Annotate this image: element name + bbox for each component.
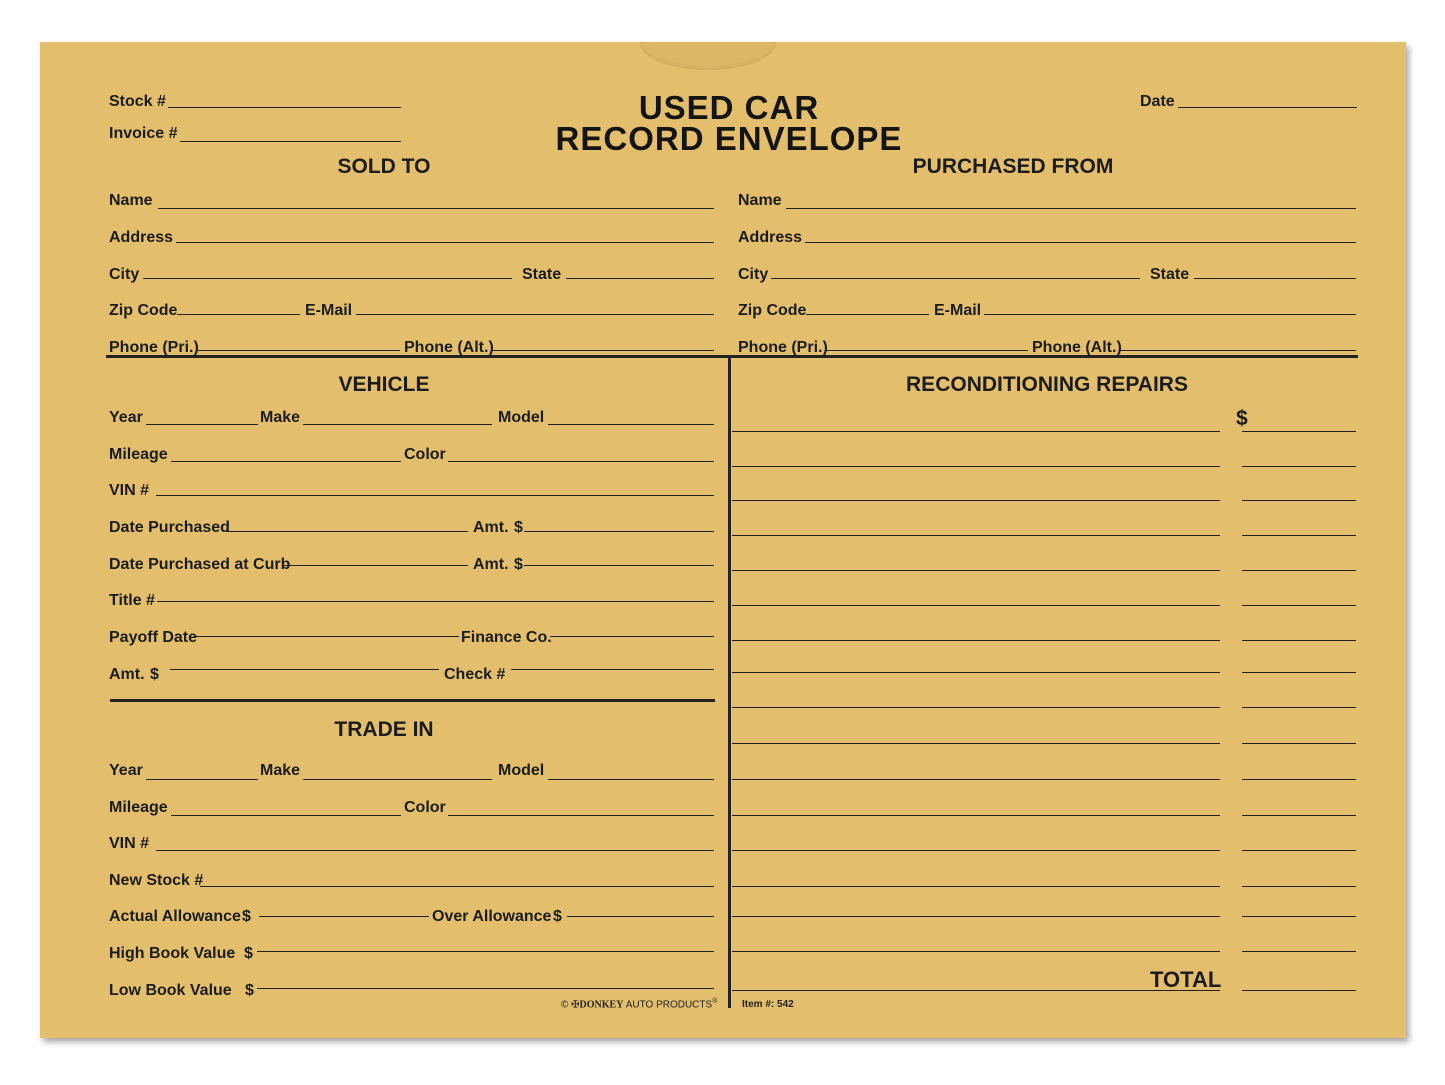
sold-state-label: State [522, 266, 562, 283]
envelope [40, 42, 1406, 1038]
pf-phone-pri-label: Phone (Pri.) [738, 339, 828, 356]
repair-amount-line[interactable] [1242, 535, 1356, 536]
repairs-dollar: $ [1236, 407, 1248, 430]
invoice-field[interactable] [180, 141, 401, 142]
ti-actual-allowance-field[interactable] [259, 916, 429, 917]
date-field[interactable] [1178, 107, 1357, 108]
veh-date-curb-label: Date Purchased at Curb [109, 556, 291, 573]
ti-dollar-1: $ [242, 908, 251, 925]
repair-desc-line[interactable] [732, 850, 1220, 851]
repair-desc-line[interactable] [732, 570, 1220, 571]
vehicle-heading: VEHICLE [338, 373, 430, 396]
sold-name-field[interactable] [158, 208, 714, 209]
ti-actual-allowance-label: Actual Allowance [109, 908, 241, 925]
repair-amount-line[interactable] [1242, 951, 1356, 952]
repair-amount-line[interactable] [1242, 850, 1356, 851]
repair-desc-line[interactable] [732, 640, 1220, 641]
repair-desc-line[interactable] [732, 779, 1220, 780]
section-divider-top [106, 355, 1358, 358]
pf-address-field[interactable] [805, 242, 1356, 243]
repair-amount-line[interactable] [1242, 570, 1356, 571]
veh-amt-field-2[interactable] [524, 565, 714, 566]
sold-city-field[interactable] [143, 278, 512, 279]
ti-color-field[interactable] [448, 815, 714, 816]
veh-amt-label-3: Amt. [109, 666, 145, 683]
sold-zip-label: Zip Code [109, 302, 178, 319]
sold-zip-field[interactable] [177, 314, 300, 315]
ti-model-label: Model [498, 762, 545, 779]
trade-in-heading: TRADE IN [334, 718, 434, 741]
pf-state-label: State [1150, 266, 1190, 283]
form-title [529, 89, 929, 157]
ti-high-book-label: High Book Value [109, 945, 236, 962]
veh-check-label: Check # [444, 666, 506, 683]
copyright-symbol: © [561, 999, 569, 1011]
veh-vin-label: VIN # [109, 482, 150, 499]
pf-phone-pri-field[interactable] [826, 350, 1028, 351]
ti-dollar-3: $ [244, 945, 253, 962]
ti-vin-label: VIN # [109, 835, 150, 852]
pf-name-label: Name [738, 192, 782, 209]
item-number: Item #: 542 [742, 999, 794, 1010]
sold-phone-pri-label: Phone (Pri.) [109, 339, 199, 356]
pf-zip-field[interactable] [806, 314, 929, 315]
veh-mileage-field[interactable] [171, 461, 401, 462]
ti-low-book-field[interactable] [257, 988, 714, 989]
pf-state-field[interactable] [1194, 278, 1356, 279]
brand-rest: AUTO PRODUCTS [625, 999, 713, 1011]
repair-desc-line[interactable] [732, 815, 1220, 816]
repair-desc-line[interactable] [732, 672, 1220, 673]
ti-over-allowance-label: Over Allowance [432, 908, 552, 925]
invoice-label: Invoice # [109, 125, 178, 142]
ti-make-field[interactable] [303, 779, 492, 780]
repair-desc-line[interactable] [732, 535, 1220, 536]
sold-to-heading: SOLD TO [337, 155, 431, 178]
ti-vin-field[interactable] [156, 850, 714, 851]
brand-mark [561, 998, 717, 1010]
repair-amount-line[interactable] [1242, 431, 1356, 432]
title-line-1: USED CAR [638, 89, 820, 126]
veh-date-purchased-field[interactable] [226, 531, 468, 532]
sold-phone-alt-field[interactable] [492, 350, 714, 351]
veh-payoff-field[interactable] [196, 636, 459, 637]
veh-make-label: Make [260, 409, 301, 426]
veh-check-field[interactable] [511, 669, 714, 670]
sold-state-field[interactable] [566, 278, 714, 279]
veh-title-field[interactable] [157, 601, 714, 602]
repair-amount-line[interactable] [1242, 466, 1356, 467]
veh-model-field[interactable] [548, 424, 714, 425]
pf-email-label: E-Mail [934, 302, 982, 319]
ti-mileage-field[interactable] [171, 815, 401, 816]
sold-address-field[interactable] [176, 242, 714, 243]
veh-make-field[interactable] [303, 424, 492, 425]
veh-amt-label-1: Amt. [473, 519, 509, 536]
repair-amount-line[interactable] [1242, 500, 1356, 501]
title-line-2: RECORD ENVELOPE [555, 120, 903, 157]
sold-city-label: City [109, 266, 140, 283]
repair-desc-line[interactable] [732, 743, 1220, 744]
ti-make-label: Make [260, 762, 301, 779]
repair-desc-line[interactable] [732, 707, 1220, 708]
pf-address-label: Address [738, 229, 803, 246]
ti-dollar-2: $ [553, 908, 562, 925]
ti-high-book-field[interactable] [257, 951, 714, 952]
veh-title-label: Title # [109, 592, 155, 609]
sold-email-field[interactable] [356, 314, 714, 315]
ti-dollar-4: $ [245, 982, 254, 999]
purchased-from-heading: PURCHASED FROM [912, 155, 1114, 178]
repair-amount-line[interactable] [1242, 707, 1356, 708]
veh-year-label: Year [109, 409, 143, 426]
repair-amount-line[interactable] [1242, 743, 1356, 744]
ti-year-label: Year [109, 762, 143, 779]
veh-amt-label-2: Amt. [473, 556, 509, 573]
date-label: Date [1140, 93, 1175, 110]
repair-amount-line[interactable] [1242, 815, 1356, 816]
repair-amount-line[interactable] [1242, 640, 1356, 641]
veh-mileage-label: Mileage [109, 446, 168, 463]
veh-amt-field-3[interactable] [170, 669, 439, 670]
pf-phone-alt-field[interactable] [1120, 350, 1356, 351]
ti-model-field[interactable] [548, 779, 714, 780]
sold-email-label: E-Mail [305, 302, 353, 319]
column-divider [728, 358, 731, 1008]
repair-desc-line[interactable] [732, 886, 1220, 887]
veh-finance-field[interactable] [550, 636, 714, 637]
ti-color-label: Color [404, 799, 446, 816]
repair-desc-line-total[interactable] [732, 990, 1220, 991]
repair-desc-line[interactable] [732, 466, 1220, 467]
sold-name-label: Name [109, 192, 153, 209]
repair-amount-line[interactable] [1242, 916, 1356, 917]
veh-finance-label: Finance Co. [461, 629, 552, 646]
total-label: TOTAL [1150, 967, 1222, 992]
veh-amt-field-1[interactable] [524, 531, 714, 532]
veh-color-field[interactable] [448, 461, 714, 462]
ti-low-book-label: Low Book Value [109, 982, 232, 999]
veh-payoff-label: Payoff Date [109, 629, 198, 646]
ti-new-stock-field[interactable] [200, 886, 714, 887]
veh-year-field[interactable] [146, 424, 258, 425]
veh-dollar-1: $ [514, 519, 523, 536]
section-divider-trade [110, 699, 715, 702]
pf-city-label: City [738, 266, 769, 283]
repair-desc-line[interactable] [732, 605, 1220, 606]
pf-phone-alt-label: Phone (Alt.) [1032, 339, 1122, 356]
repair-amount-line[interactable] [1242, 672, 1356, 673]
ti-over-allowance-field[interactable] [567, 916, 714, 917]
veh-dollar-2: $ [514, 556, 523, 573]
repair-desc-line[interactable] [732, 500, 1220, 501]
veh-dollar-3: $ [150, 666, 159, 683]
repair-desc-line[interactable] [732, 951, 1220, 952]
veh-color-label: Color [404, 446, 446, 463]
sold-address-label: Address [109, 229, 174, 246]
repair-amount-line[interactable] [1242, 886, 1356, 887]
stock-label: Stock # [109, 93, 166, 110]
repair-amount-line[interactable] [1242, 779, 1356, 780]
repairs-heading: RECONDITIONING REPAIRS [906, 373, 1188, 396]
veh-date-curb-field[interactable] [283, 565, 468, 566]
pf-city-field[interactable] [771, 278, 1140, 279]
repair-desc-line[interactable] [732, 916, 1220, 917]
sold-phone-pri-field[interactable] [198, 350, 400, 351]
ti-mileage-label: Mileage [109, 799, 168, 816]
pf-name-field[interactable] [786, 208, 1356, 209]
veh-vin-field[interactable] [156, 495, 714, 496]
brand-bold: DONKEY [579, 999, 624, 1011]
stock-field[interactable] [168, 107, 401, 108]
ti-year-field[interactable] [146, 779, 258, 780]
trademark-symbol: ® [712, 998, 718, 1005]
ti-new-stock-label: New Stock # [109, 872, 204, 889]
sold-phone-alt-label: Phone (Alt.) [404, 339, 494, 356]
pf-zip-label: Zip Code [738, 302, 807, 319]
veh-model-label: Model [498, 409, 545, 426]
pf-email-field[interactable] [984, 314, 1356, 315]
repair-desc-line[interactable] [732, 431, 1220, 432]
repair-amount-line[interactable] [1242, 605, 1356, 606]
total-amount-field[interactable] [1242, 990, 1356, 991]
veh-date-purchased-label: Date Purchased [109, 519, 230, 536]
donkey-logo-icon: ✠ [571, 999, 580, 1011]
